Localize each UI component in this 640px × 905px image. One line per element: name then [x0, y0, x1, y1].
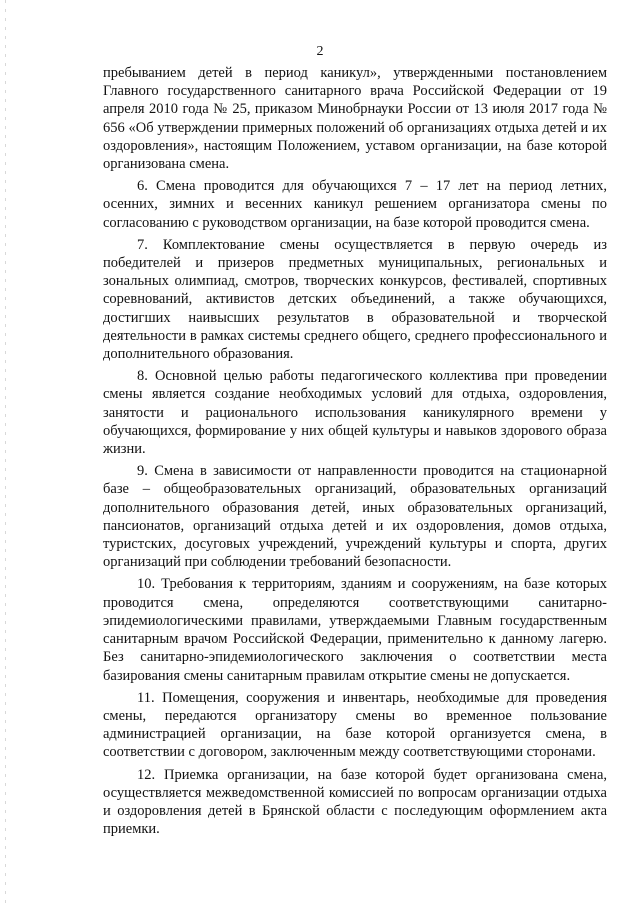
paragraph-9: 9. Смена в зависимости от направленности проводится на стационарной базе – общеобразовательных организаций, образовательных организаций дополнительного образования детей, иных образовательных организаций, пансионатов, организаций отдыха детей и их оздоровления, домов отдыха, туристских, досуговых учреждений, учреждений культуры и спорта, других организаций при соблюдении требований безопасности.	[103, 463, 607, 571]
paragraph-6: 6. Смена проводится для обучающихся 7 – 17 лет на период летних, осенних, зимних и весенних каникул решением организатора смены по согласованию с руководством организации, на базе которой проводится смена.	[103, 178, 607, 231]
document-body	[103, 64, 607, 842]
paragraph-11: 11. Помещения, сооружения и инвентарь, необходимые для проведения смены, передаются организатору смены во временное пользование администрацией организации, на базе которой организуется смена, в соответствии с договором, заключенным между соответствующими сторонами.	[103, 689, 607, 761]
paragraph-10: 10. Требования к территориям, зданиям и сооружениям, на базе которых проводится смена, определяются соответствующими санитарно-эпидемиологическими правилами, утверждаемыми Главным государственным санитарным врачом Российской Федерации, применительно к данному лагерю. Без санитарно-эпидемиологического заключения о соответствии места базирования смены санитарным правилам открытие смены не допускается.	[103, 576, 607, 684]
paragraph-8: 8. Основной целью работы педагогического коллектива при проведении смены является создание необходимых условий для отдыха, оздоровления, занятости и рационального использования каникулярного времени у обучающихся, формирование у них общей культуры и навыков здорового образа жизни.	[103, 368, 607, 458]
paragraph-continuation: пребыванием детей в период каникул», утвержденными постановлением Главного государственного санитарного врача Российской Федерации от 19 апреля 2010 года № 25, приказом Минобрнауки России от 13 июля 2017 года № 656 «Об утверждении примерных положений об организациях отдыха детей и их оздоровления», настоящим Положением, уставом организации, на базе которой организована смена.	[103, 65, 607, 173]
scan-edge-mark	[5, 0, 6, 905]
paragraph-7: 7. Комплектование смены осуществляется в первую очередь из победителей и призеров предметных муниципальных, региональных и зональных олимпиад, смотров, творческих конкурсов, фестивалей, спортивных соревнований, активистов детских объединений, а также обучающихся, достигших наивысших результатов в образовательной и творческой деятельности в рамках системы среднего общего, среднего профессионального и дополнительного образования.	[103, 236, 607, 363]
paragraph-12: 12. Приемка организации, на базе которой будет организована смена, осуществляется межведомственной комиссией по вопросам организации отдыха и оздоровления детей в Брянской области с последующим оформлением акта приемки.	[103, 766, 607, 838]
page-number: 2	[316, 44, 324, 59]
